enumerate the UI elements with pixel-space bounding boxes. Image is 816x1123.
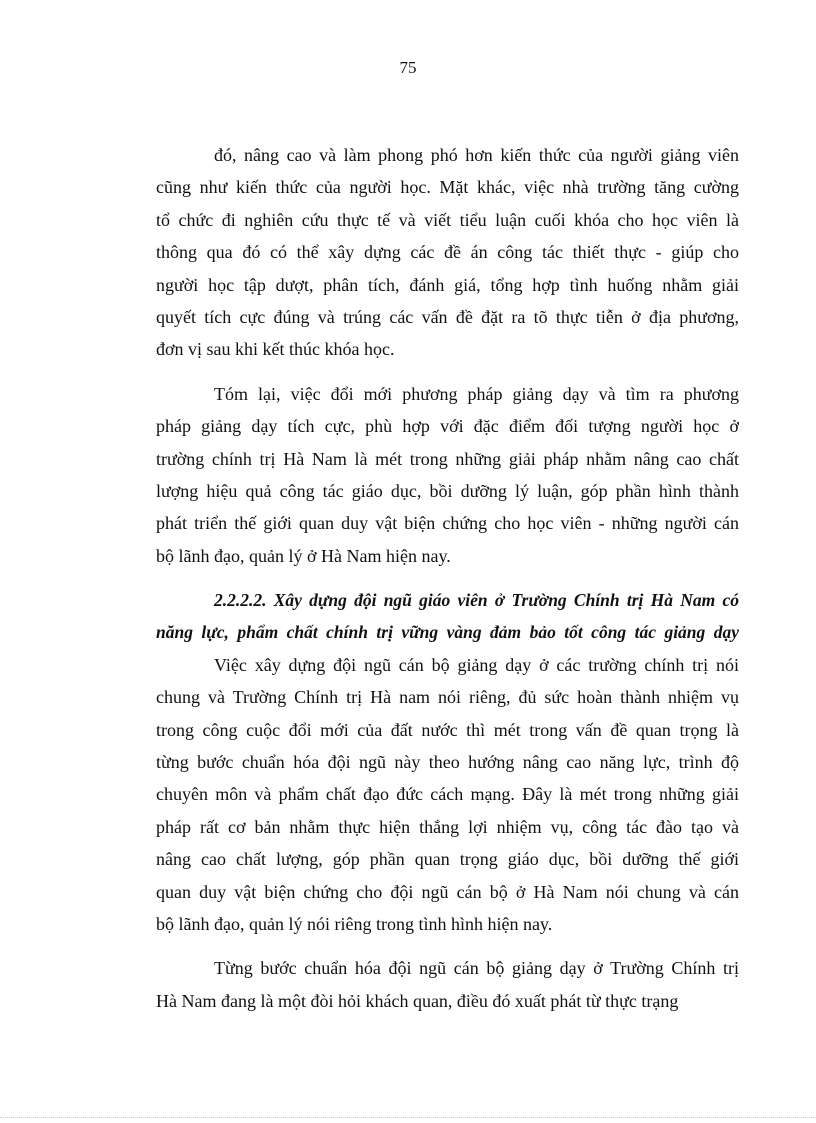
body-text bbox=[156, 139, 739, 1017]
text-line: quan duy vật biện chứng cho đội ngũ cán bộ ở Hà Nam nói chung và cán bbox=[156, 881, 739, 902]
paragraph-1 bbox=[156, 139, 739, 366]
text-line: chung và Trường Chính trị Hà nam nói riêng, đủ sức hoàn thành nhiệm vụ bbox=[156, 687, 739, 708]
text-line: cũng như kiến thức của người học. Mặt khác, việc nhà trường tăng cường bbox=[156, 177, 739, 198]
text-line: tổ chức đi nghiên cứu thực tế và viết tiểu luận cuối khóa cho học viên là bbox=[156, 209, 739, 230]
heading-line: 2.2.2.2. Xây dựng đội ngũ giáo viên ở Trường Chính trị Hà Nam có bbox=[214, 590, 739, 611]
text-line: phát triển thế giới quan duy vật biện chứng cho học viên - những người cán bbox=[156, 513, 739, 534]
text-line: Hà Nam đang là một đòi hỏi khách quan, điều đó xuất phát từ thực trạng bbox=[156, 990, 679, 1011]
text-line: đơn vị sau khi kết thúc khóa học. bbox=[156, 339, 395, 360]
text-line: quyết tích cực đúng và trúng các vấn đề đặt ra tõ thực tiễn ở địa phương, bbox=[156, 306, 739, 327]
text-line: lượng hiệu quả công tác giáo dục, bồi dưỡng lý luận, góp phần hình thành bbox=[156, 480, 739, 501]
paragraph-4 bbox=[156, 952, 739, 1017]
text-line: chuyên môn và phẩm chất đạo đức cách mạng. Đây là mét trong những giải bbox=[156, 784, 739, 805]
heading-line: năng lực, phẩm chất chính trị vững vàng đảm bảo tốt công tác giảng dạy bbox=[156, 622, 739, 643]
text-line: trường chính trị Hà Nam là mét trong những giải pháp nhằm nâng cao chất bbox=[156, 448, 739, 469]
text-line: bộ lãnh đạo, quản lý ở Hà Nam hiện nay. bbox=[156, 545, 451, 566]
text-line: Từng bước chuẩn hóa đội ngũ cán bộ giảng dạy ở Trường Chính trị bbox=[214, 958, 739, 979]
text-line: pháp giảng dạy tích cực, phù hợp với đặc điểm đối tượng người học ở bbox=[156, 416, 739, 437]
text-line: Việc xây dựng đội ngũ cán bộ giảng dạy ở các trường chính trị nói bbox=[214, 654, 739, 675]
section-heading bbox=[156, 584, 739, 649]
paragraph-3 bbox=[156, 649, 739, 941]
text-line: pháp rất cơ bản nhằm thực hiện thắng lợi nhiệm vụ, công tác đào tạo và bbox=[156, 816, 739, 837]
text-line: Tóm lại, việc đổi mới phương pháp giảng dạy và tìm ra phương bbox=[214, 383, 739, 404]
text-line: đó, nâng cao và làm phong phó hơn kiến thức của người giảng viên bbox=[214, 145, 739, 165]
text-line: thông qua đó có thể xây dựng các đề án công tác thiết thực - giúp cho bbox=[156, 242, 739, 263]
text-line: trong công cuộc đổi mới của đất nước thì mét trong vấn đề quan trọng là bbox=[156, 719, 739, 740]
text-line: bộ lãnh đạo, quản lý nói riêng trong tình hình hiện nay. bbox=[156, 913, 553, 934]
page-bottom-rule bbox=[0, 1117, 816, 1118]
page-number: 75 bbox=[399, 58, 417, 77]
paragraph-2 bbox=[156, 378, 739, 572]
text-line: từng bước chuẩn hóa đội ngũ này theo hướng nâng cao năng lực, trình độ bbox=[156, 752, 739, 773]
text-line: nâng cao chất lượng, góp phần quan trọng giáo dục, bồi dưỡng thế giới bbox=[156, 849, 739, 870]
text-line: người học tập dượt, phân tích, đánh giá, tổng hợp tình huống nhằm giải bbox=[156, 274, 739, 295]
